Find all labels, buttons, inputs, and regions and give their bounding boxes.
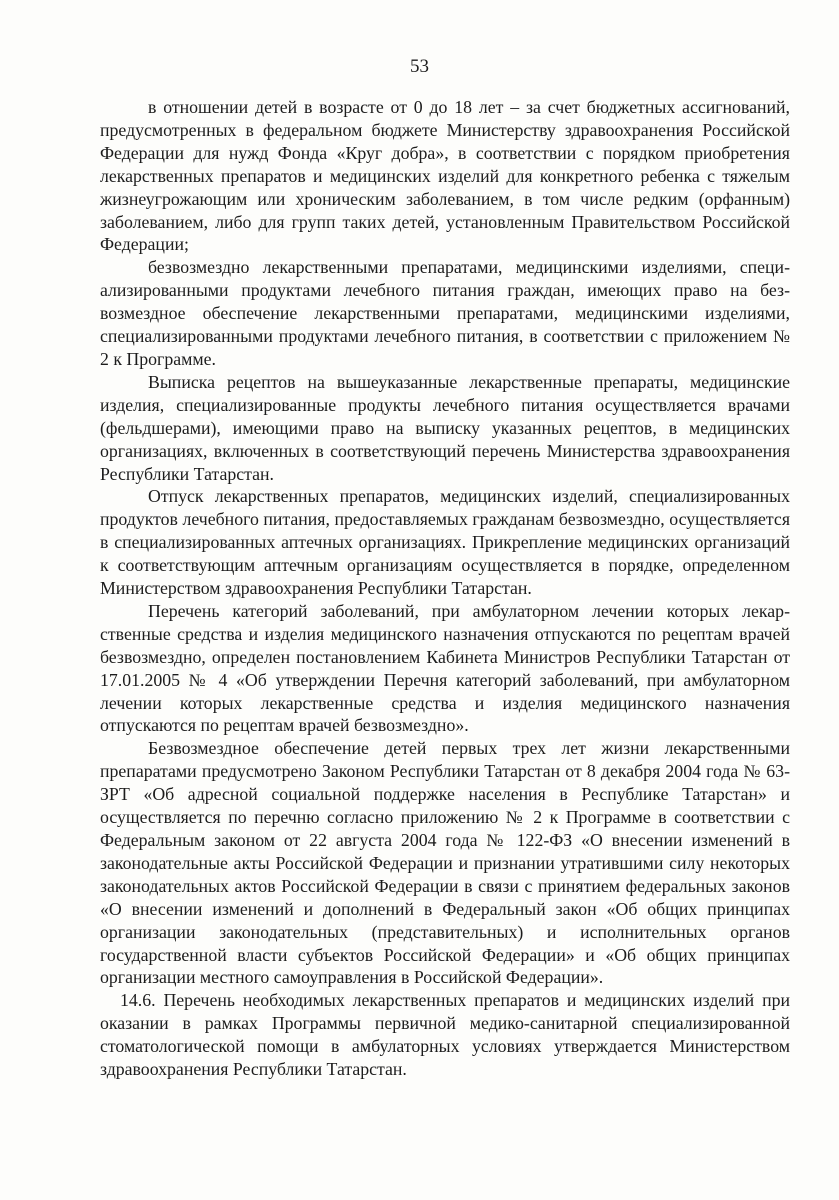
paragraph-section-14-6: 14.6. Перечень необходимых лекарственных препаратов и медицинских изделий при оказании в рамках Программы первичной медико-санитарной специализированной стоматологической помощи в амбулаторных условиях утверждается Министерством здравоохранения Республики Татарстан. <box>100 990 790 1080</box>
page-number: 53 <box>410 56 429 77</box>
paragraph-prescriptions: Выписка рецептов на вышеуказанные лекарственные препараты, медицинские изделия, специализированные продукты лечебного питания осуществляется врачами (фельдшерами), имеющими право на выписку указанных рецептов, в медицинских организациях, включенных в соответствующий перечень Министерства здравоохранения Республики Татарстан. <box>100 371 790 484</box>
paragraph-infant-provision: Безвозмездное обеспечение детей первых трех лет жизни лекарственными препаратами предусмотрено Законом Республики Татарстан от 8 декабря 2004 года № 63-ЗРТ «Об адресной социальной поддержке населения в Республике Татарстан» и осуществляется по перечню согласно приложению № 2 к Программе в соответствии с Федеральным законом от 22 августа 2004 года № 122-ФЗ «О внесении изменений в законодательные акты Российской Федерации и признании утратившими силу некоторых законодательных актов Российской Федерации в связи с принятием федеральных законов «О внесении изменений и дополнений в Федеральный закон «Об общих принципах организации законодательных (представительных) и исполнительных органов государственной власти субъектов Российской Федерации» и «Об общих принципах организации местного самоуправления в Российской Федерации». <box>100 738 790 988</box>
document-body <box>100 96 790 1081</box>
paragraph-free-provision: безвозмездно лекарственными препаратами, медицинскими изделиями, специализированными продуктами лечебного питания граждан, имеющих право на безвозмездное обеспечение лекарственными препаратами, медицинскими изделиями, специализированными продуктами лечебного питания, в соответствии с приложением № 2 к Программе. <box>100 257 790 369</box>
paragraph-dispensing: Отпуск лекарственных препаратов, медицинских изделий, специализированных продуктов лечебного питания, предоставляемых гражданам безвозмездно, осуществляется в специализированных аптечных организациях. Прикрепление медицинских организаций к соответствующим аптечным организациям осуществляется в порядке, определенном Министерством здравоохранения Республики Татарстан. <box>100 486 790 599</box>
paragraph-children-funding: в отношении детей в возрасте от 0 до 18 лет – за счет бюджетных ассигнований, предусмотренных в федеральном бюджете Министерству здравоохранения Российской Федерации для нужд Фонда «Круг добра», в соответствии с порядком приобретения лекарственных препаратов и медицинских изделий для конкретного ребенка с тяжелым жизнеугрожающим или хроническим заболеванием, в том числе редким (орфанным) заболеванием, либо для групп таких детей, установленным Правительством Российской Федерации; <box>100 97 790 255</box>
paragraph-disease-categories: Перечень категорий заболеваний, при амбулаторном лечении которых лекарственные средства и изделия медицинского назначения отпускаются по рецептам врачей безвозмездно, определен постановлением Кабинета Министров Республики Татарстан от 17.01.2005 № 4 «Об утверждении Перечня категорий заболеваний, при амбулаторном лечении которых лекарственные средства и изделия медицинского назначения отпускаются по рецептам врачей безвозмездно». <box>100 600 790 736</box>
